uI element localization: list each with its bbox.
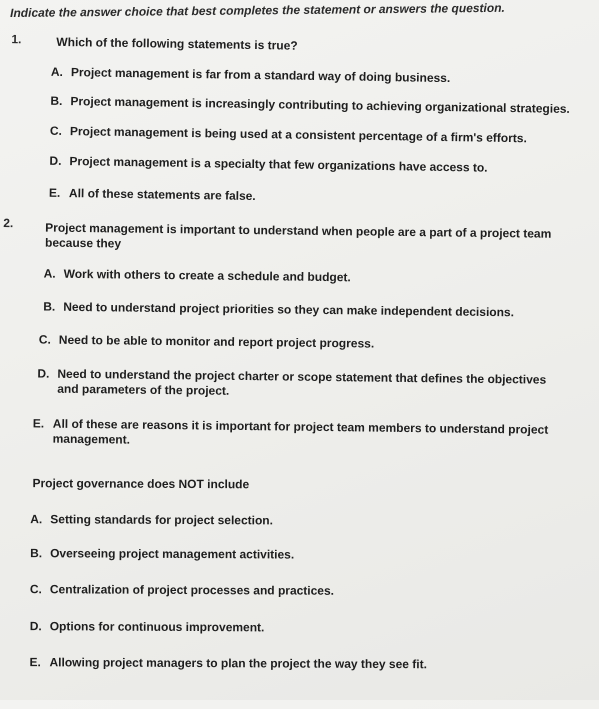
option-text: Project management is being used at a consistent percentage of a firm's efforts. bbox=[69, 124, 527, 146]
option-text: Project management is a specialty that few organizations have access to. bbox=[69, 154, 488, 175]
option-text: Project management is increasingly contributing to achieving organizational strategies. bbox=[70, 94, 570, 116]
option-text: All of these are reasons it is important for project team members to understand project management. bbox=[52, 416, 549, 447]
option-text: Need to understand project priorities so they can make independent decisions. bbox=[63, 299, 515, 320]
option-text: Setting standards for project selection. bbox=[50, 512, 274, 528]
option-letter: E. bbox=[29, 655, 41, 670]
option-letter: B. bbox=[30, 546, 43, 561]
option-text: All of these statements are false. bbox=[68, 186, 256, 204]
option-text: Project management is far from a standard way of doing business. bbox=[70, 65, 451, 86]
option-3a bbox=[30, 512, 550, 530]
option-letter: D. bbox=[37, 366, 50, 381]
option-text: Need to understand the project charter or scope statement that defines the objectives and parameters of the project. bbox=[57, 366, 547, 398]
option-letter: A. bbox=[50, 64, 63, 79]
option-letter: B. bbox=[43, 299, 56, 314]
option-3d bbox=[30, 619, 550, 637]
question-text: Which of the following statements is true? bbox=[56, 34, 298, 53]
option-letter: C. bbox=[29, 582, 42, 597]
option-text: Options for continuous improvement. bbox=[49, 619, 265, 635]
option-text: Allowing project managers to plan the project the way they see fit. bbox=[49, 655, 427, 672]
option-letter: A. bbox=[30, 512, 43, 527]
option-letter: C. bbox=[38, 332, 51, 347]
option-letter: E. bbox=[48, 185, 61, 200]
question-number: 2. bbox=[3, 216, 14, 231]
question-number: 1. bbox=[11, 32, 22, 47]
option-letter: C. bbox=[49, 123, 63, 138]
option-text: Centralization of project processes and practices. bbox=[49, 582, 335, 598]
option-letter: D. bbox=[49, 153, 62, 168]
option-letter: D. bbox=[29, 619, 42, 634]
option-3b bbox=[30, 546, 550, 564]
question-text: Project governance does NOT include bbox=[32, 476, 250, 492]
option-text: Overseeing project management activities. bbox=[50, 546, 295, 562]
option-letter: B. bbox=[50, 93, 63, 108]
option-text: Need to be able to monitor and report project progress. bbox=[58, 332, 375, 351]
option-3c bbox=[30, 582, 550, 600]
option-letter: A. bbox=[43, 266, 56, 281]
option-letter: E. bbox=[32, 416, 45, 431]
instructions: Indicate the answer choice that best completes the statement or answers the question. bbox=[10, 0, 505, 20]
option-3e bbox=[29, 655, 559, 673]
option-text: Work with others to create a schedule and budget. bbox=[63, 266, 351, 285]
question-text: Project management is important to understand when people are a part of a project team because they bbox=[44, 220, 552, 251]
